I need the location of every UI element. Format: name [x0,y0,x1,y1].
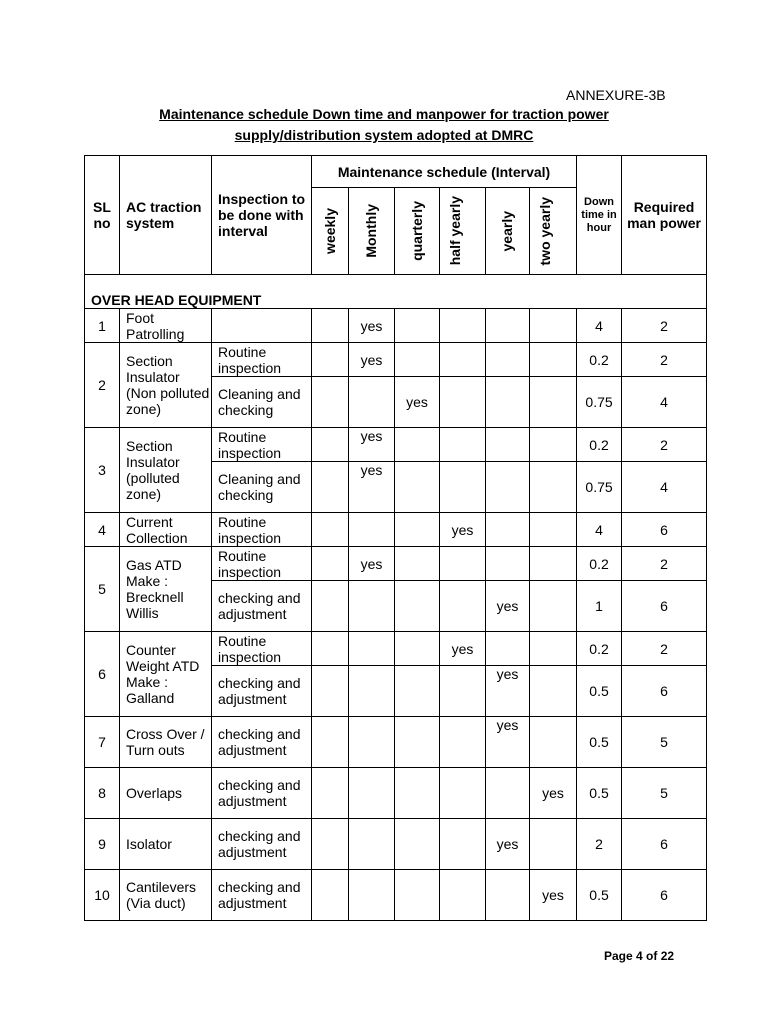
cell-yes: yes [486,819,530,870]
row-manpower: 6 [622,870,707,921]
header-half-yearly: half yearly [440,188,486,275]
row-sl: 1 [85,309,120,343]
table-row [85,428,707,462]
cell-yes: yes [349,462,395,513]
row-downtime: 0.5 [577,717,622,768]
row-manpower: 6 [622,581,707,632]
row-inspection [212,309,312,343]
row-inspection: checking and adjustment [212,870,312,921]
row-sl: 5 [85,547,120,632]
row-inspection: checking and adjustment [212,768,312,819]
row-sl: 4 [85,513,120,547]
row-inspection: Cleaning and checking [212,377,312,428]
row-sl: 8 [85,768,120,819]
cell-yes: yes [349,309,395,343]
section-row [85,275,707,309]
row-inspection: Routine inspection [212,632,312,666]
row-downtime: 0.5 [577,666,622,717]
row-system: Foot Patrolling [120,309,212,343]
row-system: Section Insulator (polluted zone) [120,428,212,513]
row-downtime: 1 [577,581,622,632]
table-row [85,547,707,581]
row-system: Overlaps [120,768,212,819]
page-number: 4 [636,949,643,963]
table-row [85,343,707,377]
row-downtime: 0.75 [577,462,622,513]
cell-yes: yes [395,377,440,428]
header-inspection: Inspection to be done with interval [212,156,312,275]
row-manpower: 4 [622,462,707,513]
header-sl: SL no [85,156,120,275]
row-manpower: 6 [622,513,707,547]
cell-yes: yes [530,870,577,921]
row-manpower: 4 [622,377,707,428]
row-manpower: 2 [622,632,707,666]
row-inspection: checking and adjustment [212,581,312,632]
row-downtime: 0.2 [577,547,622,581]
row-manpower: 6 [622,819,707,870]
row-manpower: 5 [622,768,707,819]
row-inspection: checking and adjustment [212,666,312,717]
table-row [85,870,707,921]
header-system: AC traction system [120,156,212,275]
row-downtime: 0.2 [577,343,622,377]
header-downtime: Down time in hour [577,156,622,275]
title-line-2: supply/distribution system adopted at DMRC [234,127,534,143]
page-total: 22 [660,949,675,963]
table-row [85,513,707,547]
row-sl: 7 [85,717,120,768]
document-title [84,104,684,146]
cell-yes: yes [349,428,395,462]
header-monthly: Monthly [349,188,395,275]
table-row [85,309,707,343]
cell-yes: yes [440,513,486,547]
header-two-yearly: two yearly [530,188,577,275]
row-downtime: 0.5 [577,870,622,921]
row-system: Gas ATD Make : Brecknell Willis [120,547,212,632]
row-manpower: 2 [622,343,707,377]
page-footer: Page 4 of 22 [604,949,675,963]
cell-yes: yes [486,666,530,717]
table-row [85,819,707,870]
row-sl: 2 [85,343,120,428]
title-line-1: Maintenance schedule Down time and manpower for traction power [159,106,609,122]
row-system: Cantilevers (Via duct) [120,870,212,921]
row-system: Cross Over / Turn outs [120,717,212,768]
section-title: OVER HEAD EQUIPMENT [85,275,707,309]
row-manpower: 2 [622,309,707,343]
header-weekly: weekly [312,188,349,275]
row-inspection: checking and adjustment [212,717,312,768]
row-inspection: checking and adjustment [212,819,312,870]
row-downtime: 0.2 [577,632,622,666]
row-manpower: 6 [622,666,707,717]
row-downtime: 2 [577,819,622,870]
row-inspection: Routine inspection [212,343,312,377]
row-sl: 9 [85,819,120,870]
maintenance-schedule-table [84,155,707,921]
cell-yes: yes [440,632,486,666]
header-manpower: Required man power [622,156,707,275]
row-inspection: Routine inspection [212,513,312,547]
row-sl: 3 [85,428,120,513]
row-sl: 6 [85,632,120,717]
row-sl: 10 [85,870,120,921]
row-system: Counter Weight ATD Make : Galland [120,632,212,717]
table-row [85,768,707,819]
header-schedule: Maintenance schedule (Interval) [312,156,577,188]
header-yearly: yearly [486,188,530,275]
cell-yes: yes [486,581,530,632]
row-system: Isolator [120,819,212,870]
cell-yes: yes [530,768,577,819]
row-inspection: Routine inspection [212,547,312,581]
table-row [85,717,707,768]
row-downtime: 0.5 [577,768,622,819]
row-manpower: 2 [622,547,707,581]
row-system: Current Collection [120,513,212,547]
cell-yes: yes [486,717,530,768]
row-system: Section Insulator (Non polluted zone) [120,343,212,428]
row-manpower: 5 [622,717,707,768]
row-manpower: 2 [622,428,707,462]
row-downtime: 4 [577,309,622,343]
row-downtime: 4 [577,513,622,547]
annexure-label: ANNEXURE-3B [566,87,666,103]
row-downtime: 0.2 [577,428,622,462]
row-downtime: 0.75 [577,377,622,428]
cell-yes: yes [349,547,395,581]
row-inspection: Routine inspection [212,428,312,462]
header-row-1 [85,156,707,188]
cell-yes: yes [349,343,395,377]
row-inspection: Cleaning and checking [212,462,312,513]
header-quarterly: quarterly [395,188,440,275]
table-row [85,632,707,666]
